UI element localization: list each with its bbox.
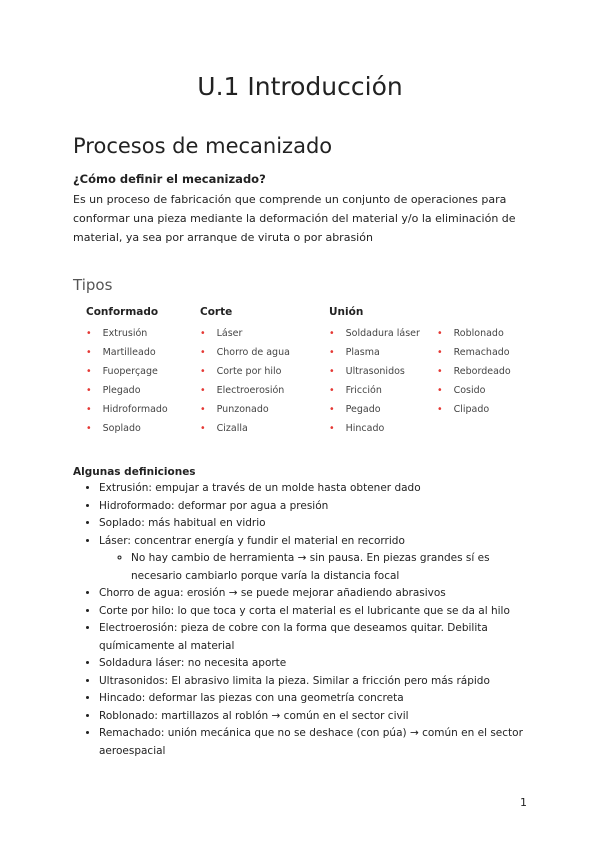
type-column <box>437 306 511 419</box>
list-item: • Pegado <box>329 400 420 419</box>
list-item: • Cosido <box>437 381 511 400</box>
list-item: • Plegado <box>86 381 168 400</box>
definition-item <box>99 708 543 726</box>
column-header <box>437 306 511 320</box>
section-heading: Procesos de mecanizado <box>73 134 333 158</box>
list-item: • Soldadura láser <box>329 324 420 343</box>
definition-item <box>99 480 543 498</box>
definition-text: Roblonado: martillazos al roblón → común en el sector civil <box>99 709 409 722</box>
type-column <box>329 306 420 438</box>
definitions-title: Algunas definiciones <box>73 466 196 478</box>
definition-text: Extrusión: empujar a través de un molde hasta obtener dado <box>99 482 421 494</box>
definition-text: Soldadura láser: no necesita aporte <box>99 657 287 669</box>
definition-item <box>99 655 543 673</box>
list-item: • Hidroformado <box>86 400 168 419</box>
list-item: • Roblonado <box>437 324 511 343</box>
definition-item <box>99 690 543 708</box>
page-title: U.1 Introducción <box>197 72 403 101</box>
definition-item <box>99 673 543 691</box>
definition-item <box>99 603 543 621</box>
definition-text: Hidroformado: deformar por agua a presión <box>99 499 329 512</box>
list-item: • Ultrasonidos <box>329 362 420 381</box>
definitions <box>73 466 543 760</box>
list-item: • Fuoperçage <box>86 362 168 381</box>
definition-item <box>99 620 543 655</box>
question-heading: ¿Cómo definir el mecanizado? <box>73 172 266 186</box>
type-column <box>200 306 290 438</box>
list-item: • Láser <box>200 324 290 343</box>
definition-text: Hincado: deformar las piezas con una geometría concreta <box>99 692 404 704</box>
definition-text: Ultrasonidos: El abrasivo limita la pieza. Similar a fricción pero más rápido <box>99 674 490 687</box>
type-column <box>86 306 168 438</box>
definition-item <box>99 533 543 586</box>
sub-definition-item: ◦ No hay cambio de herramienta → sin pausa. En piezas grandes sí es necesario cambiarlo porque varía la distancia focal <box>131 550 543 585</box>
definition-text: Soplado: más habitual en vidrio <box>99 517 266 529</box>
column-header: Conformado <box>86 306 159 318</box>
list-item: • Martilleado <box>86 343 168 362</box>
definition-item <box>99 585 543 603</box>
tipos-heading: Tipos <box>73 276 113 294</box>
list-item: • Rebordeado <box>437 362 511 381</box>
column-header: Unión <box>329 306 364 318</box>
intro-paragraph: Es un proceso de fabricación que comprende un conjunto de operaciones para conformar una pieza mediante la deformación del material y/o la eliminación de material, ya sea por arranque de viruta o por abrasión <box>73 193 516 244</box>
page-number: 1 <box>520 796 527 809</box>
list-item: • Extrusión <box>86 324 168 343</box>
definition-item <box>99 515 543 533</box>
list-item: • Electroerosión <box>200 381 290 400</box>
column-header: Corte <box>200 306 233 318</box>
list-item: • Remachado <box>437 343 511 362</box>
definition-text: Remachado: unión mecánica que no se deshace (con púa) → común en el sector aeroespacial <box>99 727 523 757</box>
definition-text: Láser: concentrar energía y fundir el material en recorrido <box>99 534 405 547</box>
list-item: • Chorro de agua <box>200 343 290 362</box>
list-item: • Fricción <box>329 381 420 400</box>
list-item: • Hincado <box>329 419 420 438</box>
list-item: • Soplado <box>86 419 168 438</box>
definition-item <box>99 498 543 516</box>
list-item: • Plasma <box>329 343 420 362</box>
list-item: • Clipado <box>437 400 511 419</box>
list-item: • Corte por hilo <box>200 362 290 381</box>
definition-text: Chorro de agua: erosión → se puede mejorar añadiendo abrasivos <box>99 587 446 599</box>
definition-text: Electroerosión: pieza de cobre con la forma que deseamos quitar. Debilita químicamente al material <box>99 622 488 652</box>
definition-text: Corte por hilo: lo que toca y corta el material es el lubricante que se da al hilo <box>99 604 510 617</box>
list-item: • Cizalla <box>200 419 290 438</box>
definition-item <box>99 725 543 760</box>
list-item: • Punzonado <box>200 400 290 419</box>
